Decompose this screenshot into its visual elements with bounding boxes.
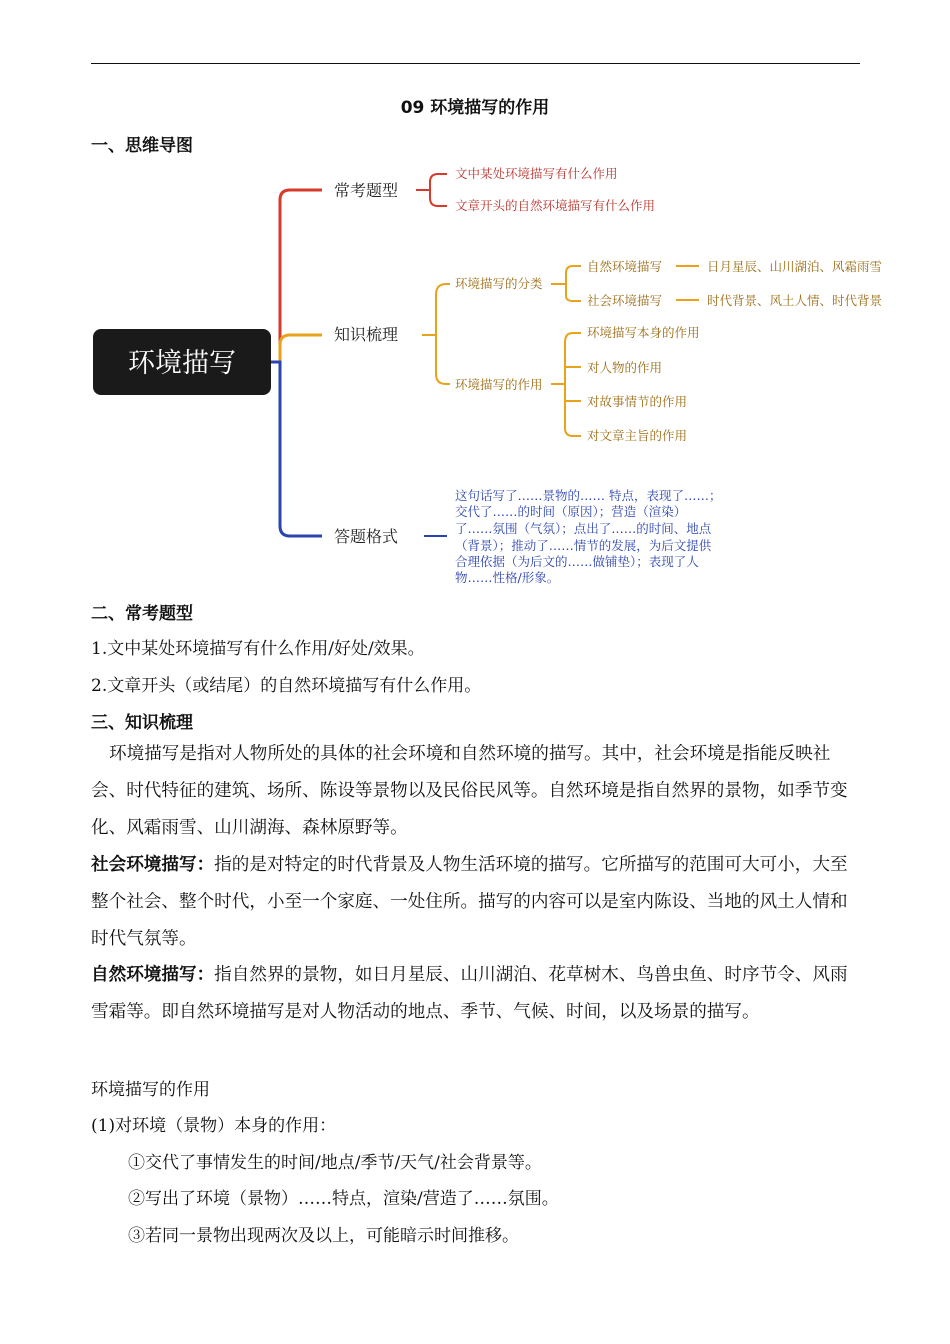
mind-map (0, 0, 950, 600)
format-line-4: （背景）；推动了……情节的发展，为后文提供 (455, 538, 712, 553)
social-env-paragraph (91, 847, 860, 958)
branch-line-format (271, 362, 322, 536)
knowledge-function: 环境描写的作用 (455, 377, 543, 392)
function-sub-3: ③若同一景物出现两次及以上，可能暗示时间推移。 (128, 1226, 519, 1246)
function-sub-2: ②写出了环境（景物）……特点，渲染/营造了……氛围。 (128, 1189, 559, 1209)
function-item-heading: (1)对环境（景物）本身的作用： (91, 1116, 337, 1136)
function-connector (551, 333, 581, 436)
social-env-paragraph-label: 社会环境描写： (91, 855, 215, 875)
social-env-label: 社会环境描写 (587, 293, 663, 308)
function-item-1: 环境描写本身的作用 (587, 325, 700, 340)
social-env-paragraph-text: 指的是对特定的时代背景及人物生活环境的描写。它所描写的范围可大可小，大至整个社会、整个时代，小至一个家庭、一处住所。描写的内容可以是室内陈设、当地的风土人情和时代气氛等。 (91, 855, 848, 949)
natural-env-paragraph (91, 957, 860, 1031)
exam-item-1: 文中某处环境描写有什么作用 (455, 166, 618, 181)
format-line-2: 交代了……的时间（原因）；营造（渲染） (455, 504, 687, 519)
social-env-detail: 时代背景、风土人情、时代背景 (707, 293, 883, 308)
natural-env-paragraph-label: 自然环境描写： (91, 965, 215, 985)
format-line-6: 物……性格/形象。 (455, 570, 560, 585)
exam-connector (416, 174, 447, 206)
natural-env-label: 自然环境描写 (587, 259, 663, 274)
function-item-4: 对文章主旨的作用 (587, 428, 688, 443)
function-item-2: 对人物的作用 (587, 360, 663, 375)
function-sub-1: ①交代了事情发生的时间/地点/季节/天气/社会背景等。 (128, 1153, 542, 1173)
knowledge-intro-paragraph: 环境描写是指对人物所处的具体的社会环境和自然环境的描写。其中，社会环境是指能反映社会、时代特征的建筑、场所、陈设等景物以及民俗民风等。自然环境是指自然界的景物，如季节变化、风霜雨雪、山川湖海、森林原野等。 (91, 744, 848, 838)
branch-label-exam: 常考题型 (334, 181, 399, 200)
mindmap-root-label: 环境描写 (128, 348, 236, 379)
function-heading: 环境描写的作用 (91, 1080, 210, 1100)
section-heading-knowledge: 三、知识梳理 (91, 713, 193, 733)
exam-item-2: 文章开头的自然环境描写有什么作用 (455, 198, 656, 213)
format-line-3: 了……氛围（气氛）；点出了……的时间、地点 (455, 521, 712, 536)
knowledge-connector (422, 284, 450, 384)
format-line-5: 合理依据（为后文的……做铺垫）；表现了人 (455, 554, 699, 569)
section-heading-mindmap: 一、思维导图 (91, 136, 193, 156)
format-line-1: 这句话写了……景物的…… 特点，表现了……； (455, 488, 722, 503)
section-heading-exam-types: 二、常考题型 (91, 604, 193, 624)
knowledge-classification: 环境描写的分类 (455, 276, 543, 291)
branch-label-format: 答题格式 (334, 527, 399, 546)
exam-type-1: 1.文中某处环境描写有什么作用/好处/效果。 (91, 639, 425, 659)
function-item-3: 对故事情节的作用 (587, 394, 688, 409)
exam-type-2: 2.文章开头（或结尾）的自然环境描写有什么作用。 (91, 676, 482, 696)
classification-connector (551, 266, 581, 301)
branch-label-knowledge: 知识梳理 (334, 325, 399, 344)
page-title: 09 环境描写的作用 (400, 98, 550, 118)
natural-env-paragraph-text: 指自然界的景物，如日月星辰、山川湖泊、花草树木、鸟兽虫鱼、时序节令、风雨雪霜等。即自然环境描写是对人物活动的地点、季节、气候、时间，以及场景的描写。 (91, 965, 848, 1022)
natural-env-detail: 日月星辰、山川湖泊、风霜雨雪 (707, 259, 883, 274)
